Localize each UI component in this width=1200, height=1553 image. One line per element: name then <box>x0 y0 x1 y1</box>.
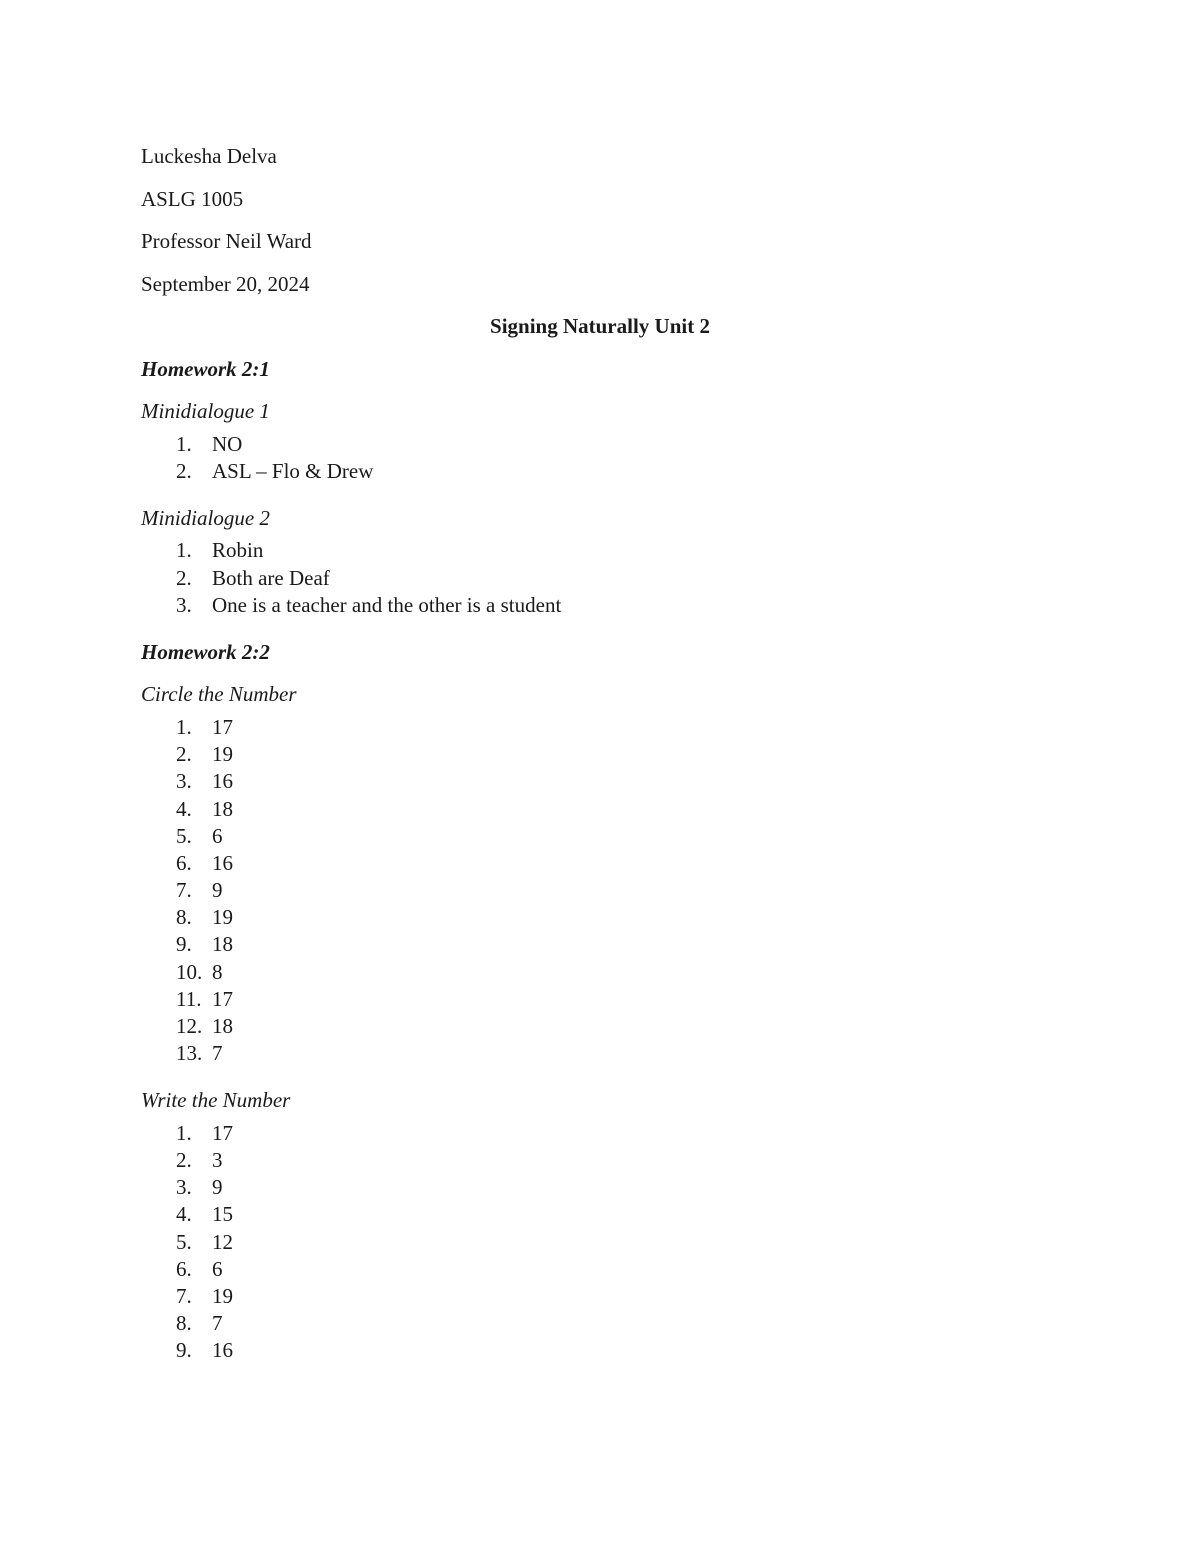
professor-name: Professor Neil Ward <box>141 229 312 253</box>
list-item-answer: 18 <box>212 1014 233 1038</box>
list-item-answer: 19 <box>212 905 233 930</box>
list-item-number: 10. <box>176 959 203 984</box>
list-item-answer: 6 <box>212 823 223 848</box>
document-title: Signing Naturally Unit 2 <box>490 314 710 338</box>
list-item-number: 1. <box>176 538 192 563</box>
student-name: Luckesha Delva <box>141 144 277 168</box>
list-item-number: 13. <box>176 1041 203 1066</box>
list-item-answer: 16 <box>212 850 233 875</box>
list-item <box>141 1337 1059 1364</box>
list-item <box>141 1174 1059 1201</box>
list-item-number: 3. <box>176 769 192 794</box>
list-item <box>141 931 1059 958</box>
list-item-answer: 17 <box>212 714 233 739</box>
list-item <box>141 1147 1059 1174</box>
list-item-number: 1. <box>176 714 192 739</box>
list-item-answer: 17 <box>212 986 233 1011</box>
list-item-number: 1. <box>176 431 192 456</box>
list-item <box>141 850 1059 877</box>
list-item <box>141 1310 1059 1337</box>
list-item <box>141 1201 1059 1228</box>
list-item-number: 12. <box>176 1014 203 1038</box>
list-item-answer: One is a teacher and the other is a student <box>212 592 562 617</box>
list-item-answer: 18 <box>212 932 233 957</box>
list-item-number: 1. <box>176 1120 192 1145</box>
list-item-answer: 9 <box>212 878 223 903</box>
subheading-minidialogue-1: Minidialogue 1 <box>141 399 270 423</box>
list-item <box>141 741 1059 768</box>
list-item-number: 7. <box>176 878 192 903</box>
list-item-answer: Robin <box>212 538 264 563</box>
list-item-number: 5. <box>176 1229 192 1254</box>
list-item <box>141 1283 1059 1310</box>
subheading-minidialogue-2: Minidialogue 2 <box>141 505 270 530</box>
section-heading-hw2: Homework 2:2 <box>141 639 270 664</box>
list-item-number: 9. <box>176 932 192 957</box>
subheading-write-the-number: Write the Number <box>141 1088 291 1113</box>
list-item <box>141 1229 1059 1256</box>
list-item <box>141 1256 1059 1283</box>
list-item-answer: 19 <box>212 1284 233 1308</box>
list-item-number: 6. <box>176 850 192 875</box>
document-body <box>141 138 1059 1380</box>
answer-list-minidialogue-1 <box>141 431 1059 485</box>
list-item <box>141 986 1059 1013</box>
list-item-answer: 15 <box>212 1202 233 1227</box>
list-item-answer: 9 <box>212 1175 223 1200</box>
list-item-number: 3. <box>176 592 192 617</box>
list-item-number: 4. <box>176 1202 192 1227</box>
course-code: ASLG 1005 <box>141 186 244 211</box>
list-item-answer: 16 <box>212 1338 233 1363</box>
list-item-number: 7. <box>176 1284 192 1308</box>
list-item-answer: 7 <box>212 1311 223 1336</box>
list-item-answer: ASL – Flo & Drew <box>212 458 374 483</box>
list-item-answer: 16 <box>212 769 233 794</box>
list-item-number: 6. <box>176 1256 192 1281</box>
list-item-answer: 12 <box>212 1229 233 1254</box>
list-item <box>141 714 1059 741</box>
list-item <box>141 458 1059 485</box>
list-item-number: 5. <box>176 823 192 848</box>
list-item <box>141 1120 1059 1147</box>
list-item-answer: 17 <box>212 1120 233 1145</box>
list-item <box>141 796 1059 823</box>
list-item-number: 2. <box>176 1148 192 1173</box>
list-item <box>141 959 1059 986</box>
list-item-answer: 8 <box>212 959 223 984</box>
subheading-circle-the-number: Circle the Number <box>141 682 297 707</box>
list-item <box>141 768 1059 795</box>
list-item <box>141 565 1059 592</box>
list-item <box>141 431 1059 458</box>
list-item-answer: 3 <box>212 1148 223 1173</box>
answer-list-minidialogue-2 <box>141 537 1059 619</box>
list-item-answer: NO <box>212 431 243 456</box>
list-item <box>141 904 1059 931</box>
list-item-number: 8. <box>176 1311 192 1336</box>
list-item <box>141 1013 1059 1040</box>
answer-list-write-the-number <box>141 1120 1059 1365</box>
list-item-number: 2. <box>176 742 192 767</box>
list-item-answer: 6 <box>212 1256 223 1281</box>
submission-date: September 20, 2024 <box>141 271 310 296</box>
list-item-number: 8. <box>176 905 192 930</box>
list-item-number: 9. <box>176 1338 192 1363</box>
list-item-answer: 7 <box>212 1041 223 1066</box>
list-item <box>141 1040 1059 1067</box>
list-item <box>141 823 1059 850</box>
list-item <box>141 592 1059 619</box>
list-item-number: 4. <box>176 796 192 821</box>
list-item-number: 11. <box>176 986 202 1011</box>
section-heading-hw1: Homework 2:1 <box>141 356 270 381</box>
list-item <box>141 537 1059 564</box>
list-item <box>141 877 1059 904</box>
list-item-number: 2. <box>176 458 192 483</box>
answer-list-circle-the-number <box>141 714 1059 1067</box>
list-item-answer: Both are Deaf <box>212 565 330 590</box>
list-item-number: 2. <box>176 565 192 590</box>
list-item-number: 3. <box>176 1175 192 1200</box>
list-item-answer: 18 <box>212 796 233 821</box>
list-item-answer: 19 <box>212 742 233 767</box>
